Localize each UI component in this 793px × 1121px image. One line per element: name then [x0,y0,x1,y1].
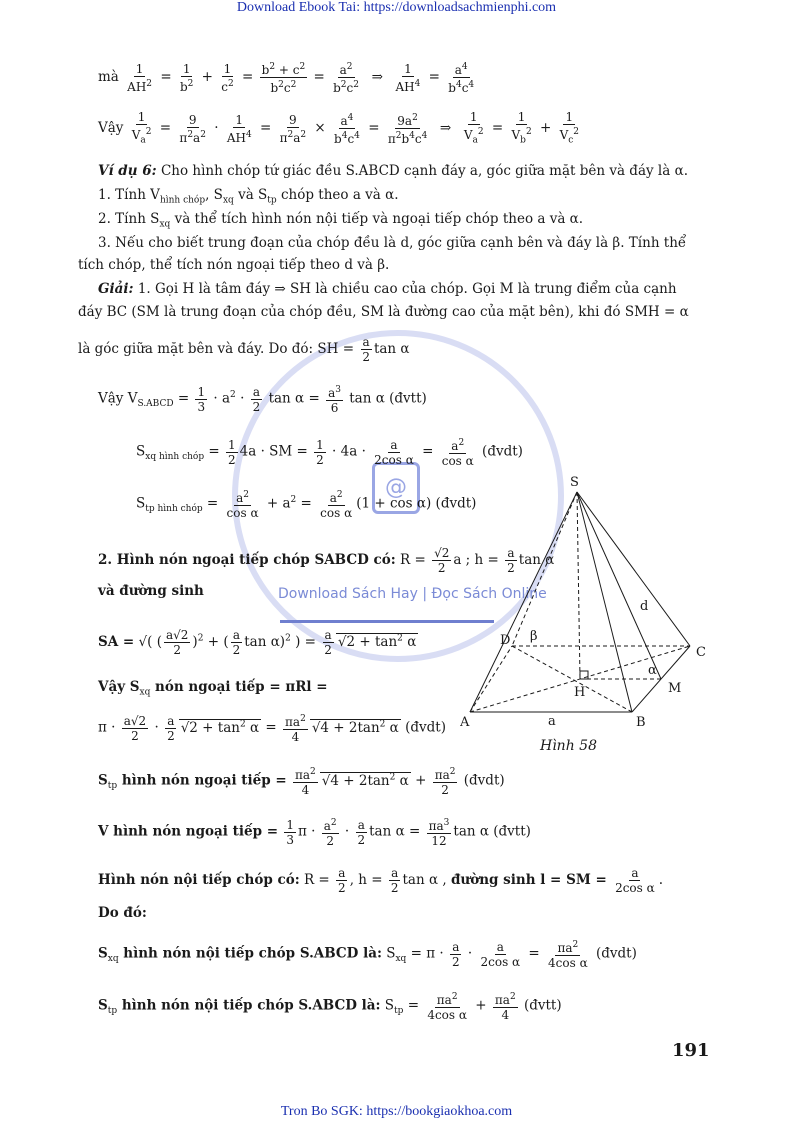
label-d: D [500,633,511,648]
page-header[interactable]: Download Ebook Tai: https://downloadsachmienphi.com [236,0,557,15]
slant-line: và đường sinh [98,583,204,599]
cone-inner-line: Hình nón nội tiếp chóp có: R = $\frac{a}{2}$ , h = $\frac{a}{2}$ tan α , đường sinh l = SM = $\frac{a}{\text{2cos α}}$ . [98,866,664,895]
question-3a: 3. Nếu cho biết trung đoạn của chóp đều là d, góc giữa cạnh bên và đáy là β. Tính thể [98,235,687,251]
equation-sxq: $S_{xq hình chóp}$ = $\frac{1}{2}$ 4a · SM = $\frac{1}{2}$ · 4a · $\frac{a}{\text{2cos α}}$ = $\frac{a^2}{\text{cos α}}$ (đvdt) [136,437,523,468]
label-m: M [668,681,682,696]
solution-line-3: là góc giữa mặt bên và đáy. Do đó: SH = $\frac{a}{2}$ tan α [78,335,410,364]
label-b: B [636,715,646,730]
edge-sc [577,492,690,646]
label-side-d: d [640,599,649,614]
solution-line-1: Giải: 1. Gọi H là tâm đáy ⇒ SH là chiều cao của chóp. Gọi M là trung điểm của cạnh [98,281,677,297]
equation-stp-outer: $S_{tp}$ hình nón ngoại tiếp = $\frac{\pi a^2}{4}$ $√4 + 2\tan^2$ α + $\frac{\pi a^2}{2}$ (đvdt) [98,767,505,797]
edge-sm [577,492,661,679]
solution-line-2: đáy BC (SM là trung đoạn của chóp đều, SM là đường cao của mặt bên), khi đó SMH = α [78,304,689,320]
text-vay: Vậy [98,120,124,137]
edge-sh [577,492,580,679]
diag-bd [512,646,632,712]
watermark-text: Download Sách Hay | Đọc Sách Online [278,586,547,602]
cone-outer-line: 2. Hình nón ngoại tiếp chóp SABCD có: R = $\frac{√2}{2}$ a ; h = $\frac{a}{2}$ tan α [98,546,555,575]
equation-stp: $S_{tp hình chóp}$ = $\frac{a^2}{\text{cos α}}$ + $a^2$ = $\frac{a^2}{\text{cos α}}$ (1 + cos α) (đvdt) [136,490,477,520]
equation-ma: mà $\frac{1}{AH^2}$ = $\frac{1}{b^2}$ + $\frac{1}{c^2}$ = $\frac{b^2 + c^2}{b^2c^2}$ = $\frac{a^2}{b^2c^2}$ ⇒ $\frac{1}{AH^4}$ = $\frac{a^4}{b^4c^4}$ [98,61,475,95]
question-3b: tích chóp, thể tích nón ngoại tiếp theo d và β. [78,257,390,273]
label-side-a: a [548,714,556,729]
example-6 [98,162,688,180]
solution-label: Giải: [98,281,134,297]
equation-stp-inner: $S_{tp}$ hình nón nội tiếp chóp S.ABCD là: $S_{tp}$ = $\frac{\pi a^2}{\text{4cos α}}$ + $\frac{\pi a^2}{4}$ (đvtt) [98,992,562,1022]
equation-sxq-inner: $S_{xq}$ hình nón nội tiếp chóp S.ABCD là: $S_{xq} = \pi$ · $\frac{a}{2}$ · $\frac{a}{\text{2cos α}}$ = $\frac{\pi a^2}{\text{4cos α}}$ (đvdt) [98,939,637,970]
label-alpha: α [648,663,657,678]
question-2: 2. Tính $S_{xq}$ và thể tích hình nón nội tiếp và ngoại tiếp chóp theo a và α. [98,211,584,230]
edge-sa [470,492,577,712]
page-number: 191 [672,1040,710,1061]
label-a: A [460,715,470,730]
edge-ad [470,646,512,712]
example-text: Cho hình chóp tứ giác đều S.ABCD cạnh đáy a, góc giữa mặt bên và đáy là α. [160,163,688,179]
label-h: H [574,685,586,700]
equation-sa: SA = √( ( $\frac{a√2}{2}$ )$^2$ + ( $\frac{a}{2}$ tan α)$^2$ ) = $\frac{a}{2}$ $√2 + \tan^2 \alpha$ [98,628,417,657]
question-1: 1. Tính $V_{hình chóp}$, $S_{xq}$ và $S_{tp}$ chóp theo a và α. [98,187,399,206]
figure-caption: Hình 58 [540,738,597,754]
label-s: S [570,475,579,490]
label-c: C [696,645,706,660]
watermark-book-icon: @ [372,462,420,514]
equation-vay-1: Vậy $\frac{1}{V_a^2}$ = $\frac{9}{\pi^2a^2}$ · $\frac{1}{AH^4}$ = $\frac{9}{\pi^2a^2}$ × $\frac{a^4}{b^4c^4}$ = $\frac{9a^2}{\pi^2b^4c^4}$ ⇒ $\frac{1}{V_a^2}$ = $\frac{1}{V_b^2}$ + $\frac{1}{V_c^2}$ [98,110,580,147]
text-ma: mà [98,69,119,85]
equation-v-outer: V hình nón ngoại tiếp = $\frac{1}{3}$ π · $\frac{a^2}{2}$ · $\frac{a}{2}$ tan α = $\frac{\pi a^3}{12}$ tan α (đvtt) [98,817,531,848]
equation-volume: Vậy $V_{S.ABCD}$ = $\frac{1}{3}$ · $a^2$ · $\frac{a}{2}$ tan α = $\frac{a^3}{6}$ tan α (đvtt) [98,384,427,415]
vay-sxq-line: Vậy $S_{xq}$ nón ngoại tiếp = πRl = [98,679,328,698]
equation-sxq-outer: π · $\frac{a√2}{2}$ · $\frac{a}{2}$ $√2 + \tan^2 \alpha$ = $\frac{\pi a^2}{4}$ $√4 + 2\tan^2$ α (đvdt) [98,713,446,744]
label-beta: β [530,629,538,644]
page-footer[interactable]: Tron Bo SGK: https://bookgiaokhoa.com [280,1104,513,1119]
edge-sd [512,492,577,646]
do-do: Do đó: [98,905,147,921]
pyramid-figure [460,470,720,740]
example-label: Ví dụ 6: [98,163,157,179]
